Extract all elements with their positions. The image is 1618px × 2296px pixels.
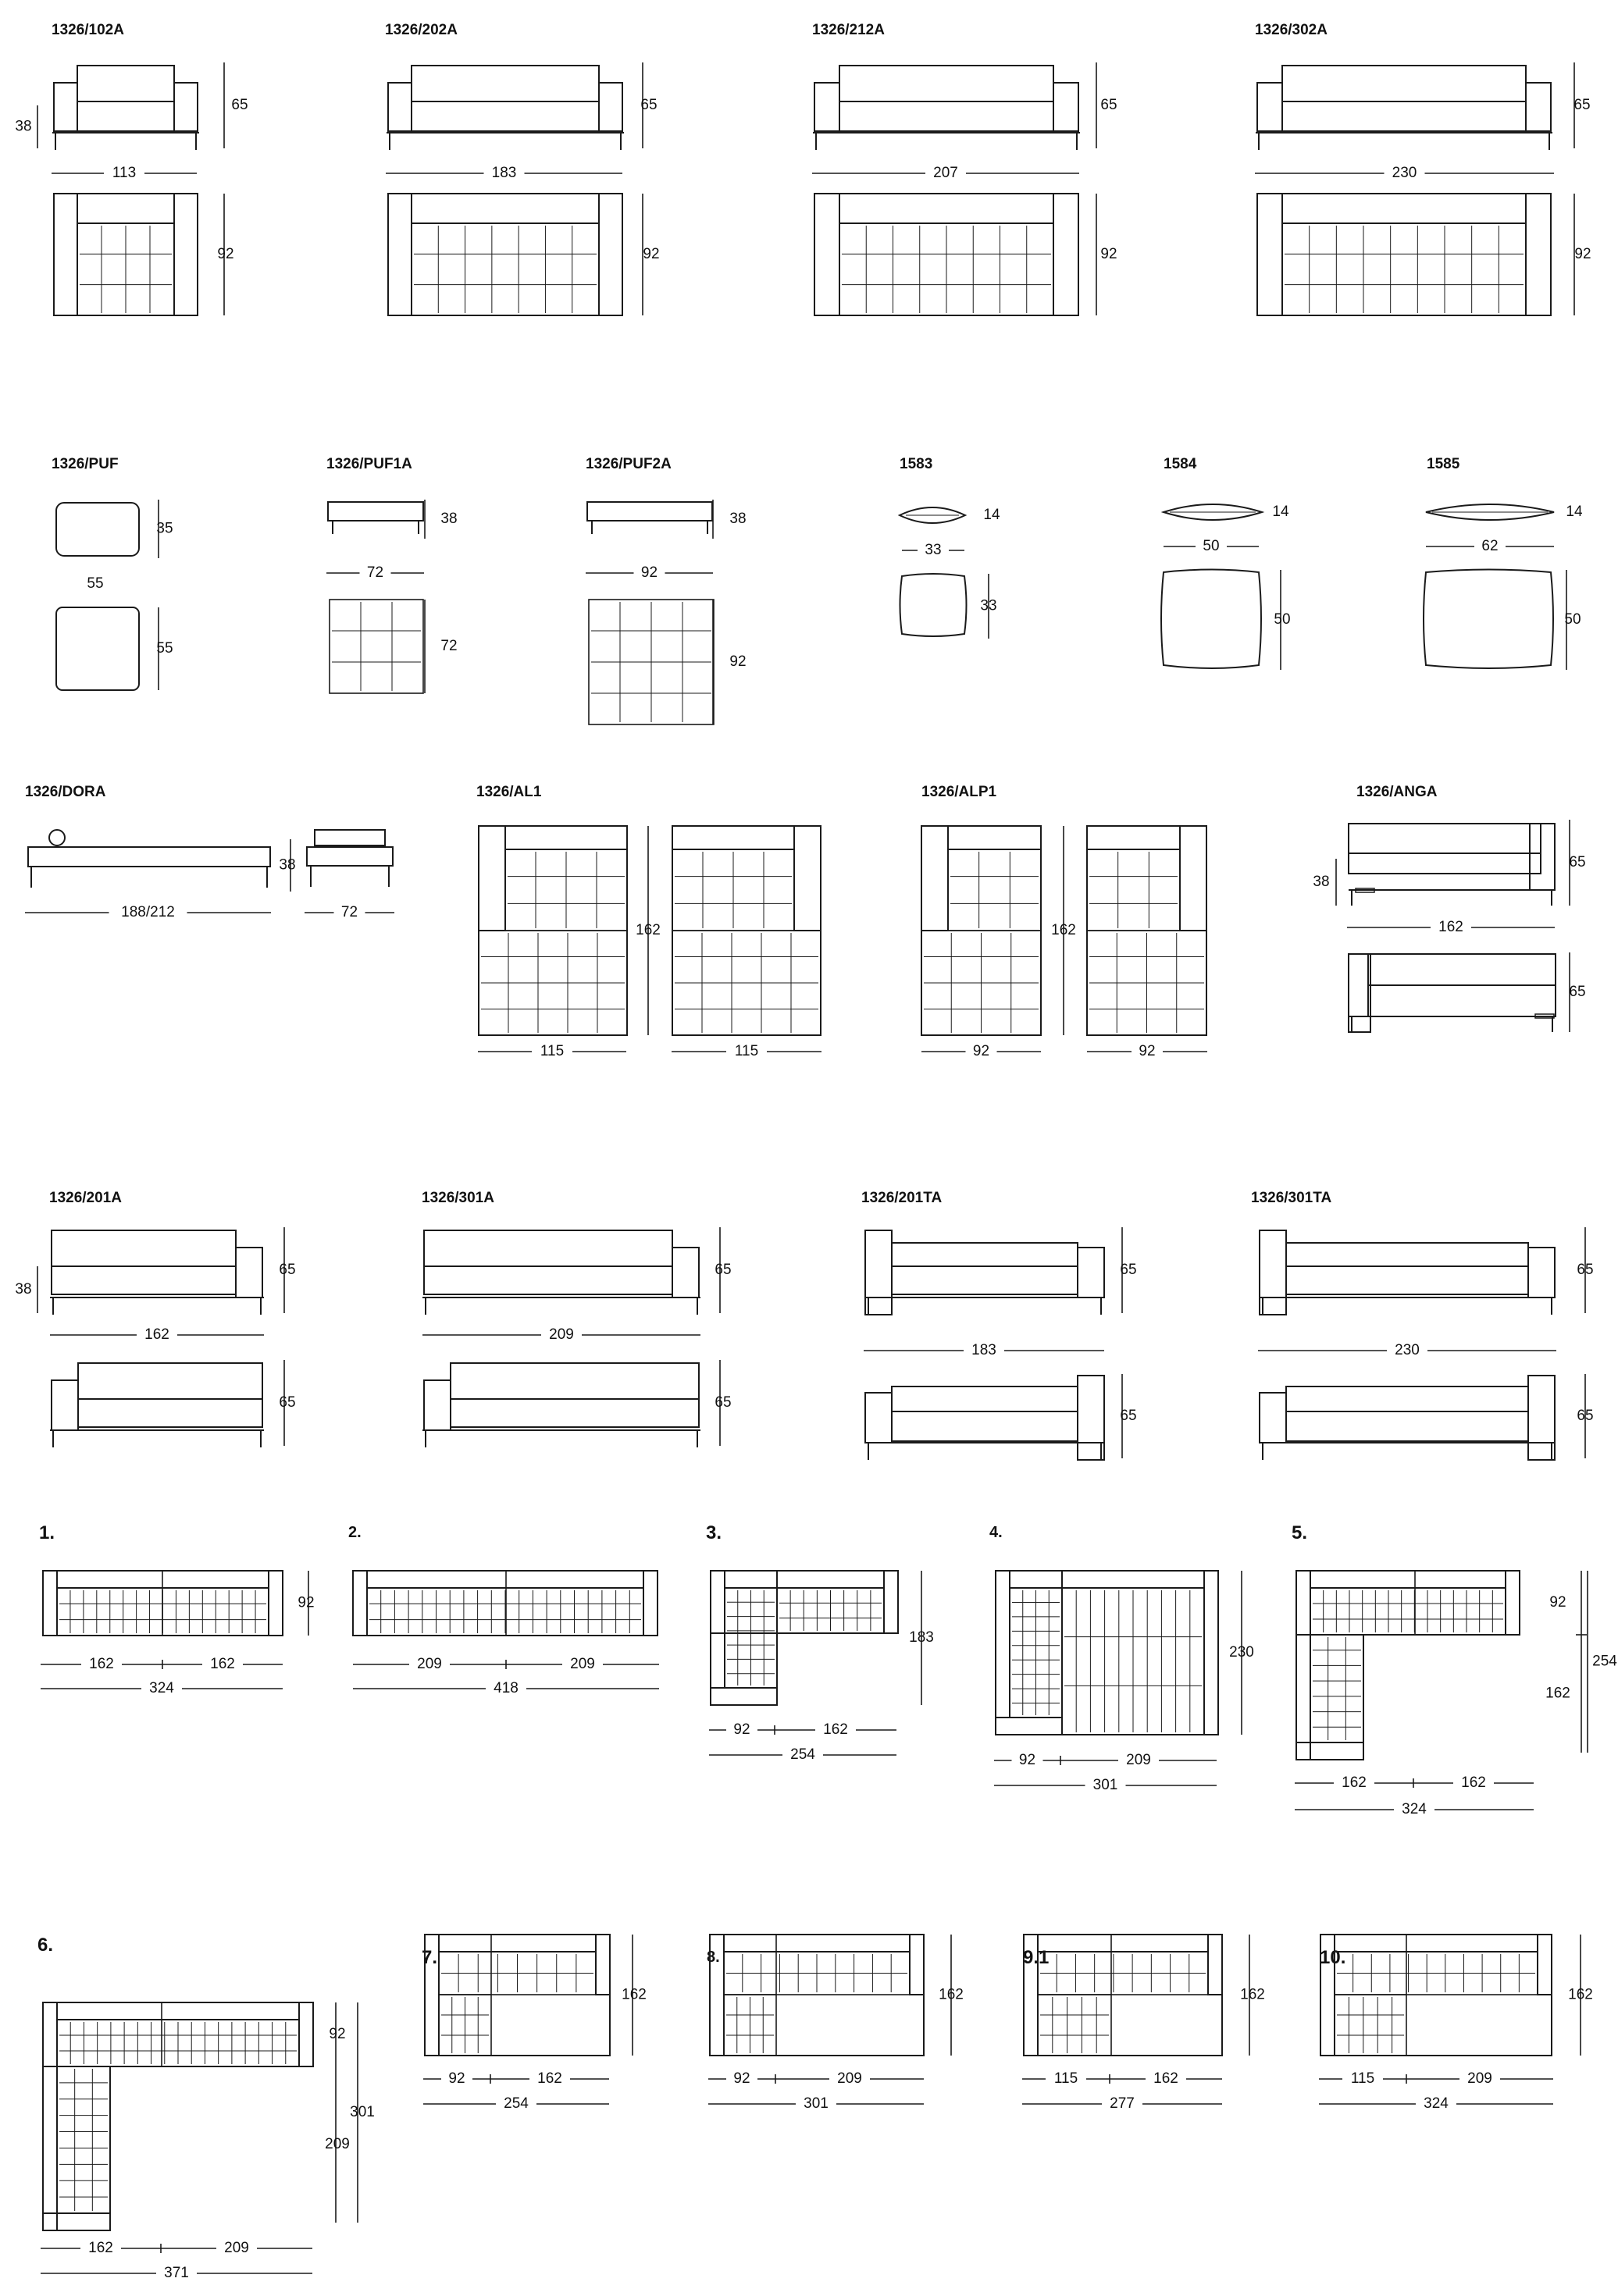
back-cushion xyxy=(672,826,794,849)
dimension-label: 162 xyxy=(89,1656,114,1673)
dimension-label: 38 xyxy=(729,511,747,528)
product-title: 1326/DORA xyxy=(25,784,106,800)
dimension-label: 65 xyxy=(279,1394,296,1411)
config-plan-top xyxy=(996,1571,1218,1735)
dimension-label: 371 xyxy=(164,2265,189,2282)
dimension-label: 92 xyxy=(733,1721,750,1739)
dimension-label: 38 xyxy=(15,118,32,135)
dimension-label: 55 xyxy=(87,575,104,593)
arm-plan xyxy=(388,194,412,315)
cushion-grid xyxy=(330,600,423,693)
leg-end xyxy=(996,1718,1062,1735)
config-label: 6. xyxy=(37,1935,54,1956)
dimension-label: 65 xyxy=(231,97,248,114)
sofa-back xyxy=(1286,1243,1528,1294)
dimension-label: 188/212 xyxy=(121,904,175,921)
dimension-label: 14 xyxy=(1566,504,1583,521)
dimension-label: 38 xyxy=(1313,874,1330,891)
dimension-label: 183 xyxy=(971,1342,996,1359)
dimension-label: 301 xyxy=(350,2104,375,2121)
back-cushion xyxy=(439,1935,596,1952)
arm-plan xyxy=(43,1571,57,1636)
sofa-back xyxy=(52,1230,236,1294)
sofa-back xyxy=(412,66,599,131)
dimension-label: 50 xyxy=(1564,611,1581,628)
daybed-mattress xyxy=(28,847,270,867)
config-plan-leg xyxy=(996,1571,1062,1735)
dimension-label: 14 xyxy=(1272,504,1289,521)
back-cushion xyxy=(367,1571,643,1588)
dimension-label: 162 xyxy=(823,1721,848,1739)
leg-end xyxy=(1296,1742,1363,1760)
product-title: 1583 xyxy=(900,456,933,472)
arm-plan xyxy=(1296,1571,1310,1635)
dimension-label: 230 xyxy=(1392,165,1417,182)
dimension-label: 209 xyxy=(570,1656,595,1673)
config-plan-top xyxy=(1296,1571,1520,1635)
dimension-label: 115 xyxy=(734,1043,759,1060)
back-cushion xyxy=(412,194,599,223)
config-label: 5. xyxy=(1292,1522,1308,1543)
back-cushion xyxy=(57,2002,299,2020)
dimension-label: 65 xyxy=(1120,1262,1137,1279)
dimension-label: 92 xyxy=(1139,1043,1156,1060)
arm-plan xyxy=(814,194,839,315)
dimension-label: 162 xyxy=(1342,1775,1367,1792)
cushion-grid xyxy=(1038,1995,1111,2056)
dimension-label: 183 xyxy=(909,1629,934,1646)
right-arm xyxy=(1530,824,1555,890)
dimension-label: 62 xyxy=(1481,538,1499,555)
pouf-plan xyxy=(56,607,139,690)
right-arm xyxy=(1078,1248,1104,1298)
back-cushion xyxy=(1038,1935,1208,1952)
sofa-back xyxy=(78,1363,262,1427)
dimension-label: 92 xyxy=(448,2070,465,2088)
left-arm xyxy=(424,1380,451,1430)
config-plan-leg xyxy=(43,2066,110,2230)
dimension-label: 162 xyxy=(1461,1775,1486,1792)
dimension-label: 35 xyxy=(156,520,173,537)
product-title: 1326/201TA xyxy=(861,1190,943,1206)
right-arm xyxy=(1528,1376,1555,1460)
dimension-label: 92 xyxy=(640,564,658,582)
cushion-grid xyxy=(1087,849,1180,931)
sofa-plan xyxy=(388,194,622,315)
dimension-label: 55 xyxy=(156,640,173,657)
right-arm xyxy=(1053,83,1078,131)
dimension-label: 65 xyxy=(1577,1262,1594,1279)
dimension-label: 209 xyxy=(549,1326,574,1344)
arm-plan xyxy=(1320,1935,1335,2056)
dimension-label: 115 xyxy=(1053,2070,1078,2088)
arm-plan xyxy=(711,1571,725,1688)
pouf-top xyxy=(587,502,712,521)
leg-end xyxy=(43,2213,110,2230)
dimension-label: 418 xyxy=(494,1680,519,1697)
right-arm xyxy=(236,1248,262,1298)
back-cushion xyxy=(1087,826,1180,849)
dimension-label: 113 xyxy=(112,165,137,182)
right-arm xyxy=(599,83,622,131)
left-arm xyxy=(814,83,839,131)
dimension-label: 209 xyxy=(224,2240,249,2257)
cushion-grid xyxy=(57,2066,110,2213)
product-title: 1326/PUF2A xyxy=(586,456,672,472)
daybed-cushion xyxy=(315,830,385,845)
back-cushion xyxy=(725,1571,777,1588)
dimension-label: 254 xyxy=(1592,1653,1617,1670)
cushion-plan xyxy=(900,574,967,636)
config-plan-leg xyxy=(1296,1635,1363,1760)
arm-plan xyxy=(884,1571,898,1633)
product-title: 1326/102A xyxy=(52,22,124,38)
arm-plan xyxy=(425,1935,439,2056)
chaise-arm xyxy=(794,826,821,931)
dimension-label: 65 xyxy=(1573,97,1591,114)
sofa-back xyxy=(1286,1386,1528,1441)
dimension-label: 162 xyxy=(1051,922,1076,939)
cushion-grid xyxy=(1310,1588,1506,1635)
config-plan-leg xyxy=(711,1571,777,1705)
dimension-label: 38 xyxy=(279,856,296,874)
dimension-label: 162 xyxy=(1568,1986,1593,2003)
product-title: 1326/202A xyxy=(385,22,458,38)
product-title: 1584 xyxy=(1164,456,1197,472)
config-label: 10. xyxy=(1320,1947,1346,1968)
dimension-label: 65 xyxy=(1577,1408,1594,1425)
left-arm xyxy=(1260,1230,1286,1315)
dimension-label: 209 xyxy=(325,2136,350,2153)
dimension-label: 209 xyxy=(1126,1752,1151,1769)
arm-plan xyxy=(996,1571,1010,1718)
right-arm xyxy=(672,1248,699,1298)
dimension-label: 162 xyxy=(622,1986,647,2003)
dimension-label: 162 xyxy=(1545,1685,1570,1702)
arm-plan xyxy=(710,1935,724,2056)
config-label: 3. xyxy=(706,1522,722,1543)
product-title: 1326/301A xyxy=(422,1190,494,1206)
back-cushion xyxy=(948,826,1041,849)
sofa-back xyxy=(77,66,174,131)
cushion-grid xyxy=(412,223,599,315)
chaise-arm xyxy=(479,826,505,931)
arm-plan xyxy=(599,194,622,315)
dimension-label: 277 xyxy=(1110,2095,1135,2113)
dimension-label: 65 xyxy=(1569,854,1586,871)
dimension-label: 92 xyxy=(1100,246,1117,263)
arm-plan xyxy=(596,1935,610,1995)
arm-plan xyxy=(54,194,77,315)
sofa-back xyxy=(892,1243,1078,1294)
dimension-label: 72 xyxy=(440,638,458,655)
back-cushion xyxy=(505,826,627,849)
arm-plan xyxy=(1024,1935,1038,2056)
chaise-arm xyxy=(1180,826,1206,931)
sofa-back xyxy=(1349,824,1541,874)
dimension-label: 115 xyxy=(540,1043,565,1060)
arm-plan xyxy=(643,1571,658,1636)
dimension-label: 65 xyxy=(1100,97,1117,114)
left-arm xyxy=(865,1393,892,1443)
dimension-label: 65 xyxy=(640,97,658,114)
cushion-grid xyxy=(1282,223,1526,315)
config-label: 2. xyxy=(348,1524,362,1541)
product-title: 1326/PUF xyxy=(52,456,119,472)
arm-plan xyxy=(1506,1571,1520,1635)
config-label: 9.1 xyxy=(1023,1947,1050,1968)
dimension-label: 92 xyxy=(298,1594,315,1611)
dimension-label: 301 xyxy=(1092,1777,1118,1794)
dimension-label: 209 xyxy=(417,1656,442,1673)
product-title: 1326/212A xyxy=(812,22,885,38)
product-title: 1326/PUF1A xyxy=(326,456,412,472)
dimension-label: 324 xyxy=(1424,2095,1449,2113)
dimension-label: 14 xyxy=(983,507,1000,524)
dimension-label: 92 xyxy=(1018,1752,1036,1769)
dimension-label: 33 xyxy=(980,597,997,614)
cushion-grid xyxy=(1310,1635,1363,1742)
dimension-label: 92 xyxy=(733,2070,750,2088)
dimension-label: 65 xyxy=(1120,1408,1137,1425)
dimension-label: 183 xyxy=(491,165,517,182)
back-cushion xyxy=(839,194,1053,223)
dimension-label: 324 xyxy=(1402,1801,1427,1818)
back-cushion xyxy=(1335,1935,1538,1952)
right-arm xyxy=(1078,1376,1104,1460)
dimension-label: 38 xyxy=(15,1281,32,1298)
dimension-label: 92 xyxy=(217,246,234,263)
dimension-label: 324 xyxy=(149,1680,174,1697)
dimension-label: 162 xyxy=(636,922,661,939)
bolster-icon xyxy=(49,830,65,845)
product-title: 1326/AL1 xyxy=(476,784,542,800)
dimension-label: 209 xyxy=(837,2070,862,2088)
dimension-label: 92 xyxy=(729,653,747,671)
arm-plan xyxy=(269,1571,283,1636)
arm-plan xyxy=(1257,194,1282,315)
product-title: 1326/ANGA xyxy=(1356,784,1438,800)
dimension-label: 92 xyxy=(643,246,660,263)
dimension-label: 65 xyxy=(715,1262,732,1279)
sofa-plan xyxy=(1257,194,1551,315)
leg-end xyxy=(711,1688,777,1705)
pouf-top xyxy=(328,502,423,521)
dimension-label: 50 xyxy=(1203,538,1220,555)
left-arm xyxy=(865,1230,892,1315)
dimension-label: 301 xyxy=(804,2095,829,2113)
dimension-label: 33 xyxy=(925,542,942,559)
sofa-back xyxy=(424,1230,672,1294)
right-arm xyxy=(174,83,198,131)
config-label: 8. xyxy=(707,1949,720,1966)
dimension-label: 162 xyxy=(88,2240,113,2257)
arm-plan xyxy=(1204,1571,1218,1735)
dimension-label: 92 xyxy=(1574,246,1591,263)
dimension-label: 230 xyxy=(1229,1644,1254,1661)
cushion-plan xyxy=(1424,570,1553,669)
dimension-label: 115 xyxy=(1350,2070,1375,2088)
arm-plan xyxy=(43,2066,57,2230)
sofa-back xyxy=(1282,66,1526,131)
chaise-arm xyxy=(921,826,948,931)
arm-plan xyxy=(1296,1635,1310,1760)
pouf-front xyxy=(56,503,139,556)
sofa-back xyxy=(892,1386,1078,1441)
sofa-back xyxy=(451,1363,699,1427)
dimension-label: 207 xyxy=(933,165,958,182)
arm-plan xyxy=(1526,194,1551,315)
dimension-label: 162 xyxy=(210,1656,235,1673)
product-title: 1326/302A xyxy=(1255,22,1328,38)
dimension-label: 162 xyxy=(1153,2070,1178,2088)
dimension-label: 92 xyxy=(1549,1594,1566,1611)
dimension-label: 254 xyxy=(790,1746,815,1764)
dimension-label: 162 xyxy=(1438,919,1463,936)
product-title: 1326/201A xyxy=(49,1190,122,1206)
dimension-label: 162 xyxy=(1240,1986,1265,2003)
dimension-label: 162 xyxy=(939,1986,964,2003)
dimension-label: 65 xyxy=(715,1394,732,1411)
daybed-end xyxy=(307,847,393,866)
cushion-grid xyxy=(1335,1995,1406,2056)
config-label: 4. xyxy=(989,1524,1003,1541)
dimension-label: 162 xyxy=(537,2070,562,2088)
back-cushion xyxy=(724,1935,910,1952)
left-arm xyxy=(54,83,77,131)
back-cushion xyxy=(77,194,174,223)
arm-plan xyxy=(1208,1935,1222,1995)
dimension-label: 92 xyxy=(329,2026,346,2043)
cushion-plan xyxy=(1161,570,1261,669)
right-arm xyxy=(1528,1248,1555,1298)
dimension-label: 38 xyxy=(440,511,458,528)
back-cushion xyxy=(777,1571,884,1588)
product-title: 1326/301TA xyxy=(1251,1190,1332,1206)
dimension-label: 92 xyxy=(972,1043,990,1060)
dimension-label: 209 xyxy=(1467,2070,1492,2088)
arm-plan xyxy=(299,2002,313,2066)
arm-plan xyxy=(174,194,198,315)
arm-plan xyxy=(43,2002,57,2066)
product-title: 1326/ALP1 xyxy=(921,784,997,800)
arm-plan xyxy=(1053,194,1078,315)
dimension-label: 230 xyxy=(1395,1342,1420,1359)
left-arm xyxy=(1257,83,1282,131)
product-title: 1585 xyxy=(1427,456,1460,472)
back-cushion xyxy=(1310,1571,1506,1588)
right-arm xyxy=(1526,83,1551,131)
arm-plan xyxy=(1538,1935,1552,1995)
dimension-label: 65 xyxy=(279,1262,296,1279)
dimension-label: 162 xyxy=(144,1326,169,1344)
back-cushion xyxy=(1282,194,1526,223)
back-cushion xyxy=(1010,1571,1062,1588)
dimension-label: 72 xyxy=(366,564,384,582)
left-arm xyxy=(52,1380,78,1430)
dimension-label: 65 xyxy=(1569,984,1586,1001)
back-cushion xyxy=(1062,1571,1204,1588)
left-arm xyxy=(1260,1393,1286,1443)
arm-plan xyxy=(353,1571,367,1636)
cushion-grid xyxy=(948,849,1041,931)
left-arm xyxy=(388,83,412,131)
dimension-label: 50 xyxy=(1274,611,1291,628)
dimension-label: 254 xyxy=(504,2095,529,2113)
dimension-label: 72 xyxy=(340,904,358,921)
config-label: 7. xyxy=(422,1947,438,1968)
config-label: 1. xyxy=(39,1522,55,1543)
sofa-back xyxy=(839,66,1053,131)
arm-plan xyxy=(910,1935,924,1995)
